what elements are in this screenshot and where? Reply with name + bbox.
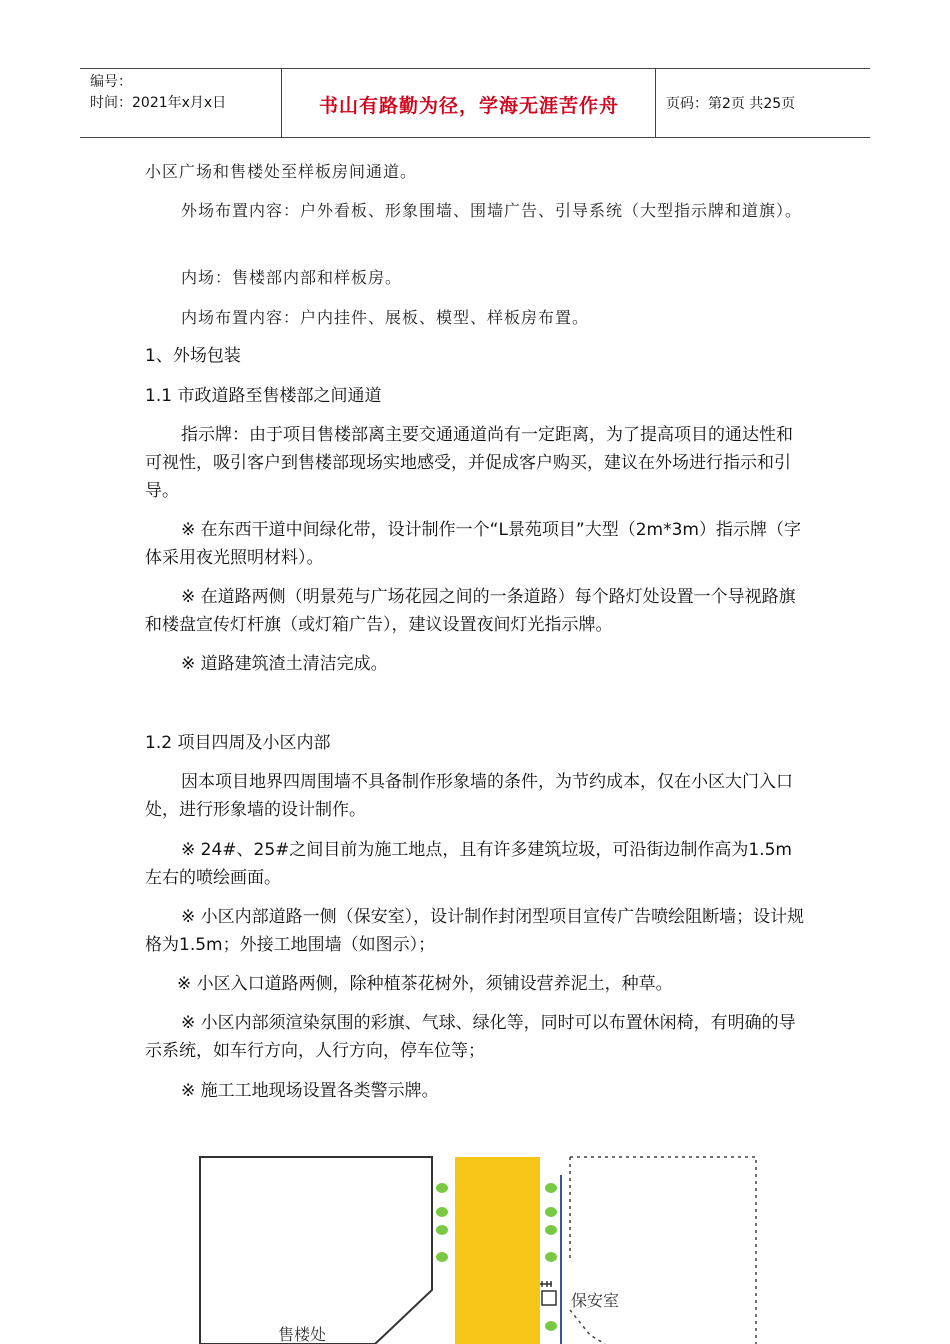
page-header xyxy=(80,68,870,138)
subsection-heading: 1.2 项目四周及小区内部 xyxy=(145,733,331,753)
header-slogan: 书山有路勤为径，学海无涯苦作舟 xyxy=(318,95,619,117)
tree-dot xyxy=(545,1252,557,1262)
tree-row-right xyxy=(545,1183,557,1331)
tree-dot xyxy=(436,1207,448,1217)
bullet-item: ※ 在东西干道中间绿化带，设计制作一个“L景苑项目”大型（2m*3m）指示牌（字体采用夜光照明材料）。 xyxy=(145,520,801,568)
construction-boundary xyxy=(570,1157,756,1344)
paragraph: 内场：售楼部内部和样板房。 xyxy=(181,268,403,287)
paragraph: 指示牌：由于项目售楼部离主要交通通道尚有一定距离，为了提高项目的通达性和可视性，吸引客户到售楼部现场实地感受，并促成客户购买，建议在外场进行指示和引导。 xyxy=(145,425,793,501)
paragraph: 外场布置内容：户外看板、形象围墙、围墙广告、引导系统（大型指示牌和道旗）。 xyxy=(181,201,803,220)
site-layout-diagram xyxy=(190,1150,770,1344)
paragraph: 内场布置内容：户内挂件、展板、模型、样板房布置。 xyxy=(181,308,590,327)
construction-boundary xyxy=(570,1310,605,1344)
paragraph: 因本项目地界四周围墙不具备制作形象墙的条件，为节约成本，仅在小区大门入口处，进行形象墙的设计制作。 xyxy=(145,772,793,820)
bullet-item: ※ 24#、25#之间目前为施工地点，且有许多建筑垃圾，可沿街边制作高为1.5m左右的喷绘画面。 xyxy=(145,840,792,888)
paragraph: 小区广场和售楼处至样板房间通道。 xyxy=(145,162,418,181)
bullet-item: ※ 道路建筑渣土清洁完成。 xyxy=(181,654,388,674)
doc-date-label: 时间：2021年x月x日 xyxy=(90,95,227,111)
tree-dot xyxy=(545,1321,557,1331)
section-heading: 1、外场包装 xyxy=(145,346,241,366)
bullet-item: ※ 小区内部须渲染氛围的彩旗、气球、绿化等，同时可以布置休闲椅，有明确的导示系统，如车行方向，人行方向，停车位等； xyxy=(145,1013,796,1061)
bullet-item: ※ 施工工地现场设置各类警示牌。 xyxy=(181,1081,439,1101)
main-road xyxy=(455,1157,540,1344)
bullet-item: ※ 小区入口道路两侧，除种植茶花树外，须铺设营养泥土，种草。 xyxy=(177,974,673,994)
page-info: 页码：第2页 共25页 xyxy=(666,96,796,112)
security-room-box xyxy=(542,1291,556,1305)
gate-barrier-icon xyxy=(540,1281,552,1287)
tree-dot xyxy=(545,1183,557,1193)
sales-office-building xyxy=(200,1157,432,1344)
tree-dot xyxy=(436,1183,448,1193)
header-meta xyxy=(90,72,226,114)
subsection-heading: 1.1 市政道路至售楼部之间通道 xyxy=(145,386,382,406)
tree-dot xyxy=(436,1225,448,1235)
sales-office-label: 售楼处 xyxy=(278,1325,327,1344)
doc-number-label: 编号： xyxy=(90,74,132,90)
tree-row-left xyxy=(436,1183,448,1262)
security-room-label: 保安室 xyxy=(571,1291,620,1310)
bullet-item: ※ 小区内部道路一侧（保安室），设计制作封闭型项目宣传广告喷绘阻断墙；设计规格为1.5m；外接工地围墙（如图示）； xyxy=(145,907,805,955)
bullet-item: ※ 在道路两侧（明景苑与广场花园之间的一条道路）每个路灯处设置一个导视路旗和楼盘宣传灯杆旗（或灯箱广告），建议设置夜间灯光指示牌。 xyxy=(145,587,796,635)
tree-dot xyxy=(545,1207,557,1217)
tree-dot xyxy=(436,1252,448,1262)
tree-dot xyxy=(545,1225,557,1235)
